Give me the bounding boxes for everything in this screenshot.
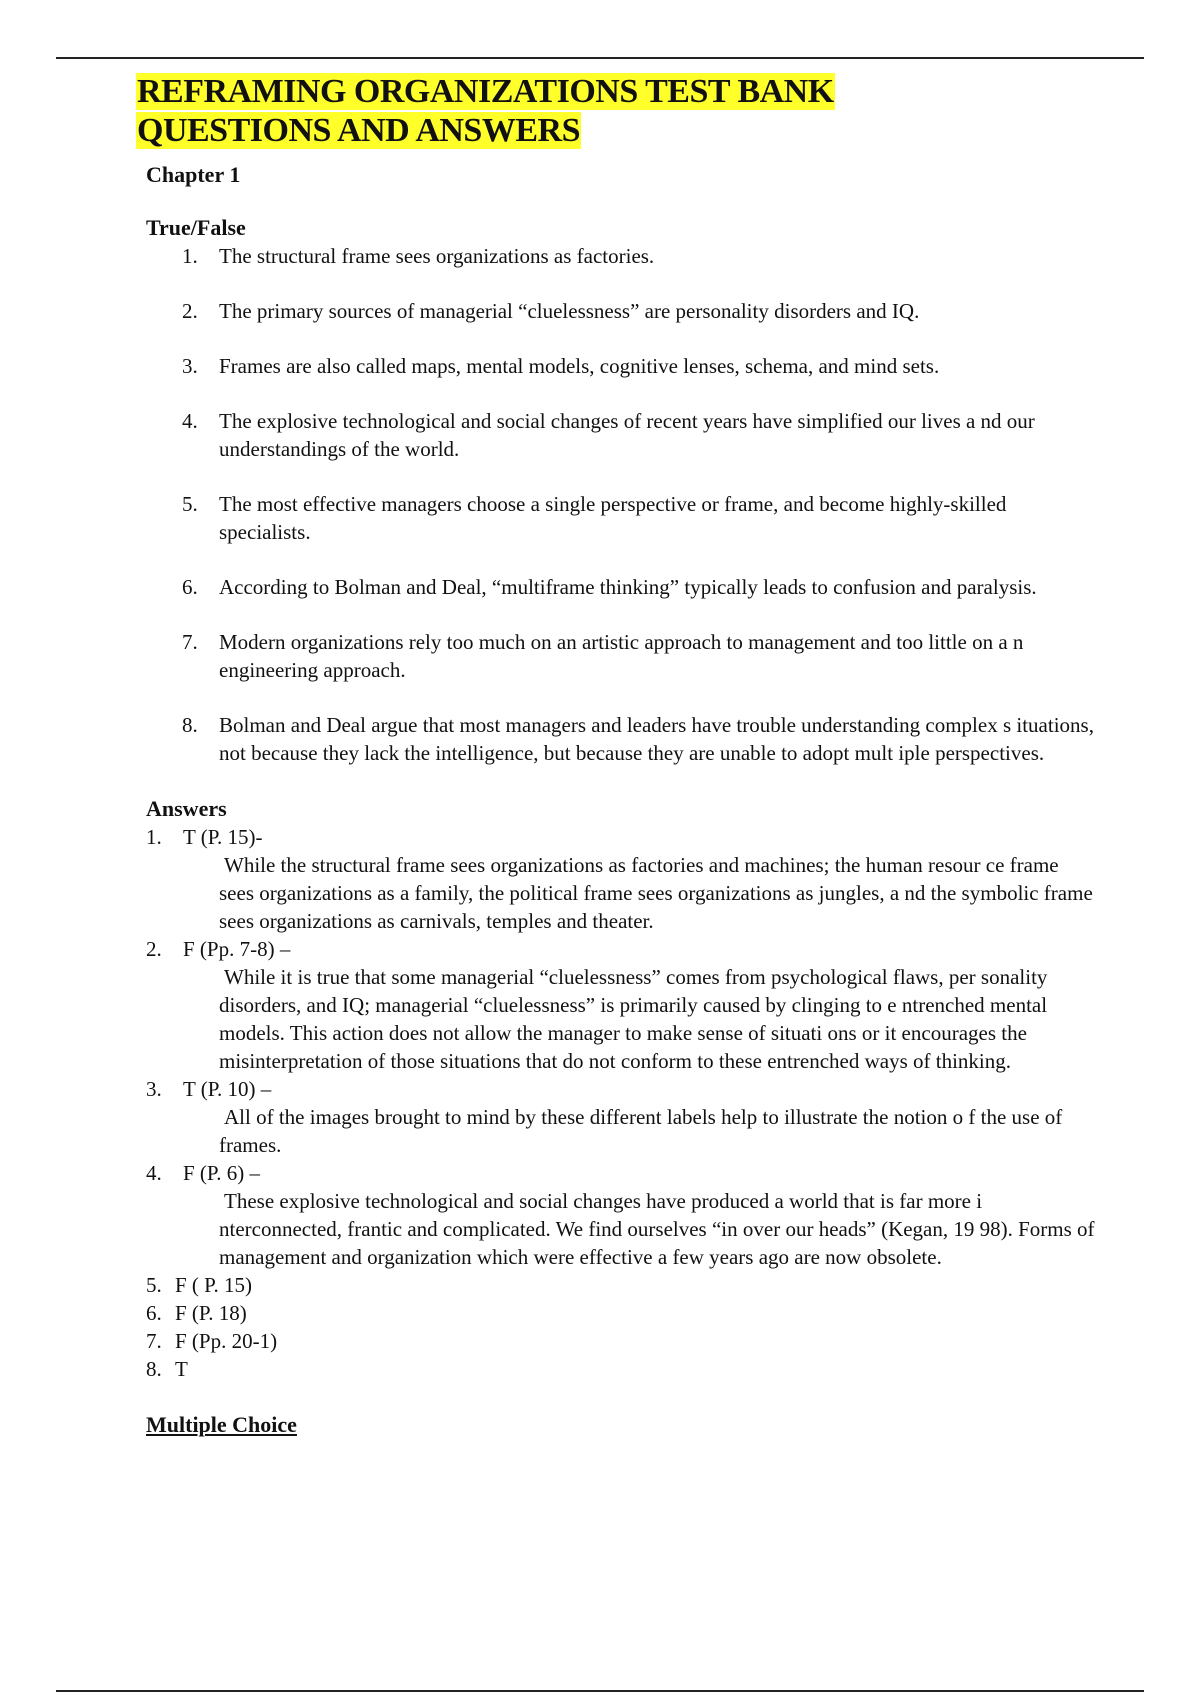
top-rule <box>56 57 1144 59</box>
title-line-2: QUESTIONS AND ANSWERS <box>137 112 580 149</box>
title-line-1: REFRAMING ORGANIZATIONS TEST BANK <box>137 73 834 110</box>
answer-item <box>146 1355 1096 1383</box>
question-item <box>146 352 1096 380</box>
question-text: The primary sources of managerial “cluelessness” are personality disorders and IQ. <box>219 299 920 323</box>
question-item <box>146 628 1096 684</box>
question-list <box>146 242 1096 767</box>
question-number: 2. <box>182 299 198 323</box>
question-item <box>146 407 1096 463</box>
bottom-rule <box>56 1690 1144 1692</box>
answer-explanation: While the structural frame sees organizations as factories and machines; the human resour ce frame sees organizations as a family, the political frame sees organizations as jungles, a nd the symbolic frame sees organizations as carnivals, temples and theater. <box>219 853 1093 933</box>
answer-explanation: While it is true that some managerial “cluelessness” comes from psychological flaws, per sonality disorders, and IQ; managerial “cluelessness” is primarily caused by clinging to e ntrenched mental models. This action does not allow the manager to make sense of situati ons or it encourages the misinterpretation of those situations that do not conform to these entrenched ways of thinking. <box>219 965 1048 1073</box>
question-text: Modern organizations rely too much on an artistic approach to management and too little on a n engineering approach. <box>219 630 1024 682</box>
chapter-heading: Chapter 1 <box>146 162 241 187</box>
answer-number: 6. <box>146 1301 162 1325</box>
answer-key: F (P. 6) – <box>183 1161 261 1185</box>
question-number: 6. <box>182 575 198 599</box>
question-number: 4. <box>182 409 198 433</box>
question-text: The most effective managers choose a single perspective or frame, and become highly-skilled specialists. <box>219 492 1007 544</box>
answer-item <box>146 1271 1096 1299</box>
document-body <box>136 72 1096 1439</box>
answer-number: 5. <box>146 1273 162 1297</box>
answer-key: F ( P. 15) <box>175 1273 253 1297</box>
answer-number: 2. <box>146 937 162 961</box>
answer-item <box>146 1159 1096 1271</box>
question-text: The structural frame sees organizations as factories. <box>219 244 655 268</box>
answer-list <box>146 823 1096 1383</box>
answer-item <box>146 1075 1096 1159</box>
question-number: 8. <box>182 713 198 737</box>
question-text: The explosive technological and social changes of recent years have simplified our lives a nd our understandings of the world. <box>219 409 1035 461</box>
question-item <box>146 711 1096 767</box>
answer-key: T <box>175 1357 188 1381</box>
answer-item <box>146 935 1096 1075</box>
answer-number: 7. <box>146 1329 162 1353</box>
question-item <box>146 242 1096 270</box>
question-number: 1. <box>182 244 198 268</box>
answer-item <box>146 1327 1096 1355</box>
question-item <box>146 490 1096 546</box>
question-item <box>146 297 1096 325</box>
answer-number: 4. <box>146 1161 162 1185</box>
multiple-choice-heading: Multiple Choice <box>146 1412 297 1437</box>
answer-explanation: All of the images brought to mind by these different labels help to illustrate the notion o f the use of frames. <box>219 1105 1063 1157</box>
answers-heading: Answers <box>146 796 227 821</box>
question-item <box>146 573 1096 601</box>
answer-key: F (Pp. 20-1) <box>175 1329 278 1353</box>
question-number: 5. <box>182 492 198 516</box>
answer-item <box>146 1299 1096 1327</box>
answer-number: 1. <box>146 825 162 849</box>
answer-number: 3. <box>146 1077 162 1101</box>
question-text: According to Bolman and Deal, “multiframe thinking” typically leads to confusion and paralysis. <box>219 575 1037 599</box>
question-text: Bolman and Deal argue that most managers and leaders have trouble understanding complex s ituations, not because they lack the intelligence, but because they are unable to adopt mult iple perspectives. <box>219 713 1094 765</box>
answer-key: T (P. 10) – <box>183 1077 272 1101</box>
answer-item <box>146 823 1096 935</box>
true-false-heading: True/False <box>146 215 246 240</box>
question-number: 7. <box>182 630 198 654</box>
question-number: 3. <box>182 354 198 378</box>
answer-key: T (P. 15)- <box>183 825 263 849</box>
question-text: Frames are also called maps, mental models, cognitive lenses, schema, and mind sets. <box>219 354 940 378</box>
answer-key: F (P. 18) <box>175 1301 247 1325</box>
answer-key: F (Pp. 7-8) – <box>183 937 291 961</box>
document-title <box>136 72 1096 150</box>
answer-explanation: These explosive technological and social changes have produced a world that is far more i nterconnected, frantic and complicated. We find ourselves “in over our heads” (Kegan, 19 98). Forms of management and organization which were effective a few years ago are now obsolete. <box>219 1189 1095 1269</box>
answer-number: 8. <box>146 1357 162 1381</box>
